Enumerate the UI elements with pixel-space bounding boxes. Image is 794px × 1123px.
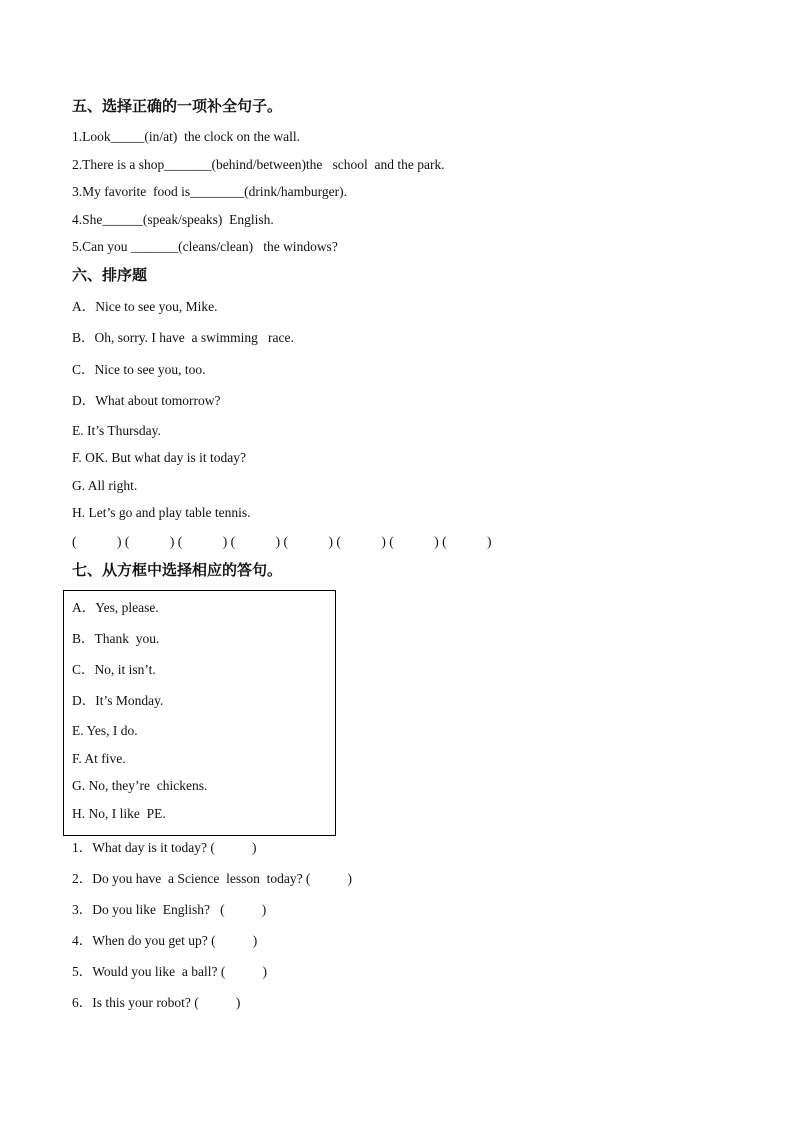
section6-item-e: E. It’s Thursday. xyxy=(72,423,161,438)
option-f: F. At five. xyxy=(72,751,126,766)
option-c: C．No, it isn’t. xyxy=(72,662,156,677)
section5-item-4: 4.She______(speak/speaks) English. xyxy=(72,212,274,227)
answer-options-box xyxy=(63,590,336,836)
section6-item-f: F. OK. But what day is it today? xyxy=(72,450,247,465)
section5-item-1: 1.Look_____(in/at) the clock on the wall. xyxy=(72,129,300,144)
section6-item-h: H. Let’s go and play table tennis. xyxy=(72,505,251,520)
section7-question-5: 5．Would you like a ball? ( ) xyxy=(72,964,267,979)
section5-item-2: 2.There is a shop_______(behind/between)the school and the park. xyxy=(72,157,445,172)
option-g: G. No, they’re chickens. xyxy=(72,778,208,793)
option-a: A．Yes, please. xyxy=(72,600,159,615)
option-h: H. No, I like PE. xyxy=(72,806,166,821)
section5-item-5: 5.Can you _______(cleans/clean) the windows? xyxy=(72,239,338,254)
option-d: D．It’s Monday. xyxy=(72,693,164,708)
section5-heading: 五、选择正确的一项补全句子。 xyxy=(72,97,283,115)
section6-item-g: G. All right. xyxy=(72,478,138,493)
section7-question-2: 2．Do you have a Science lesson today? ( ) xyxy=(72,871,353,886)
section7-question-4: 4．When do you get up? ( ) xyxy=(72,933,258,948)
section6-item-c: C．Nice to see you, too. xyxy=(72,362,206,377)
option-b: B．Thank you. xyxy=(72,631,160,646)
option-e: E. Yes, I do. xyxy=(72,723,138,738)
section7-heading: 七、从方框中选择相应的答句。 xyxy=(72,561,283,579)
section7-question-1: 1．What day is it today? ( ) xyxy=(72,840,257,855)
section6-item-a: A．Nice to see you, Mike. xyxy=(72,299,218,314)
section6-heading: 六、排序题 xyxy=(72,266,148,284)
section6-item-d: D．What about tomorrow? xyxy=(72,393,221,408)
section6-answer-row: ( ) ( ) ( ) ( ) ( ) ( ) ( ) ( ) xyxy=(72,534,492,549)
section5-item-3: 3.My favorite food is________(drink/hamburger). xyxy=(72,184,347,199)
section6-item-b: B．Oh, sorry. I have a swimming race. xyxy=(72,330,294,345)
section7-question-3: 3．Do you like English? ( ) xyxy=(72,902,267,917)
section7-question-6: 6．Is this your robot? ( ) xyxy=(72,995,241,1010)
